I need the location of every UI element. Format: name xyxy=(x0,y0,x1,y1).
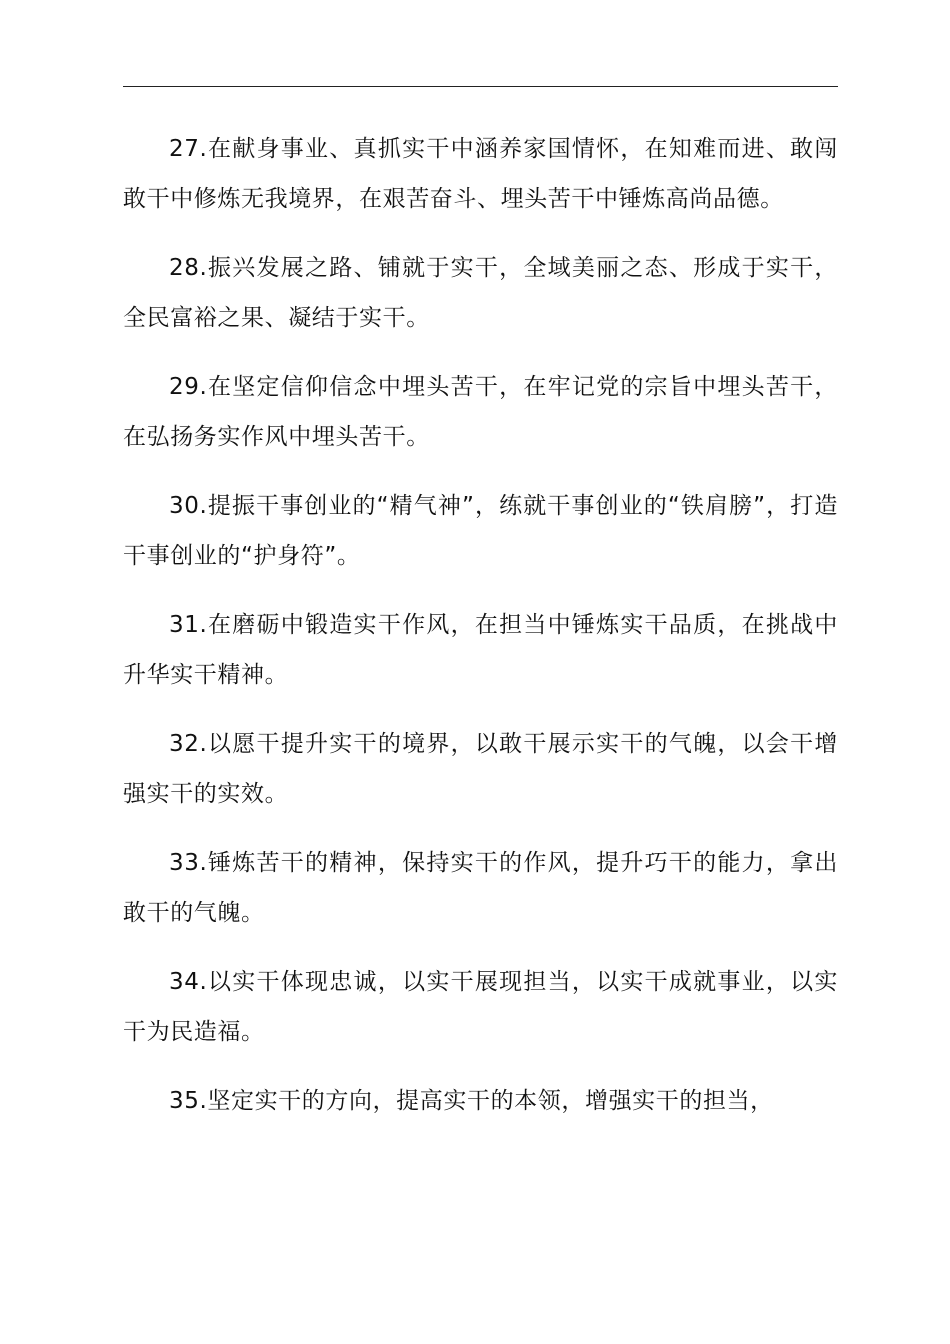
paragraph-34: 34.以实干体现忠诚，以实干展现担当，以实干成就事业，以实干为民造福。 xyxy=(123,969,838,1045)
paragraph-27: 27.在献身事业、真抓实干中涵养家国情怀，在知难而进、敢闯敢干中修炼无我境界，在艰苦奋斗、埋头苦干中锤炼高尚品德。 xyxy=(123,136,838,212)
paragraph-32: 32.以愿干提升实干的境界，以敢干展示实干的气魄，以会干增强实干的实效。 xyxy=(123,731,838,807)
paragraph-28: 28.振兴发展之路、铺就于实干，全域美丽之态、形成于实干，全民富裕之果、凝结于实干。 xyxy=(123,255,838,331)
paragraph-29: 29.在坚定信仰信念中埋头苦干，在牢记党的宗旨中埋头苦干，在弘扬务实作风中埋头苦干。 xyxy=(123,374,838,450)
document-body xyxy=(123,124,838,1145)
paragraph-35: 35.坚定实干的方向，提高实干的本领，增强实干的担当， xyxy=(169,1088,774,1114)
paragraph-30: 30.提振干事创业的“精气神”，练就干事创业的“铁肩膀”，打造干事创业的“护身符”。 xyxy=(123,493,838,569)
paragraph-31: 31.在磨砺中锻造实干作风，在担当中锤炼实干品质，在挑战中升华实干精神。 xyxy=(123,612,838,688)
header-rule xyxy=(123,86,838,87)
paragraph-33: 33.锤炼苦干的精神，保持实干的作风，提升巧干的能力，拿出敢干的气魄。 xyxy=(123,850,838,926)
